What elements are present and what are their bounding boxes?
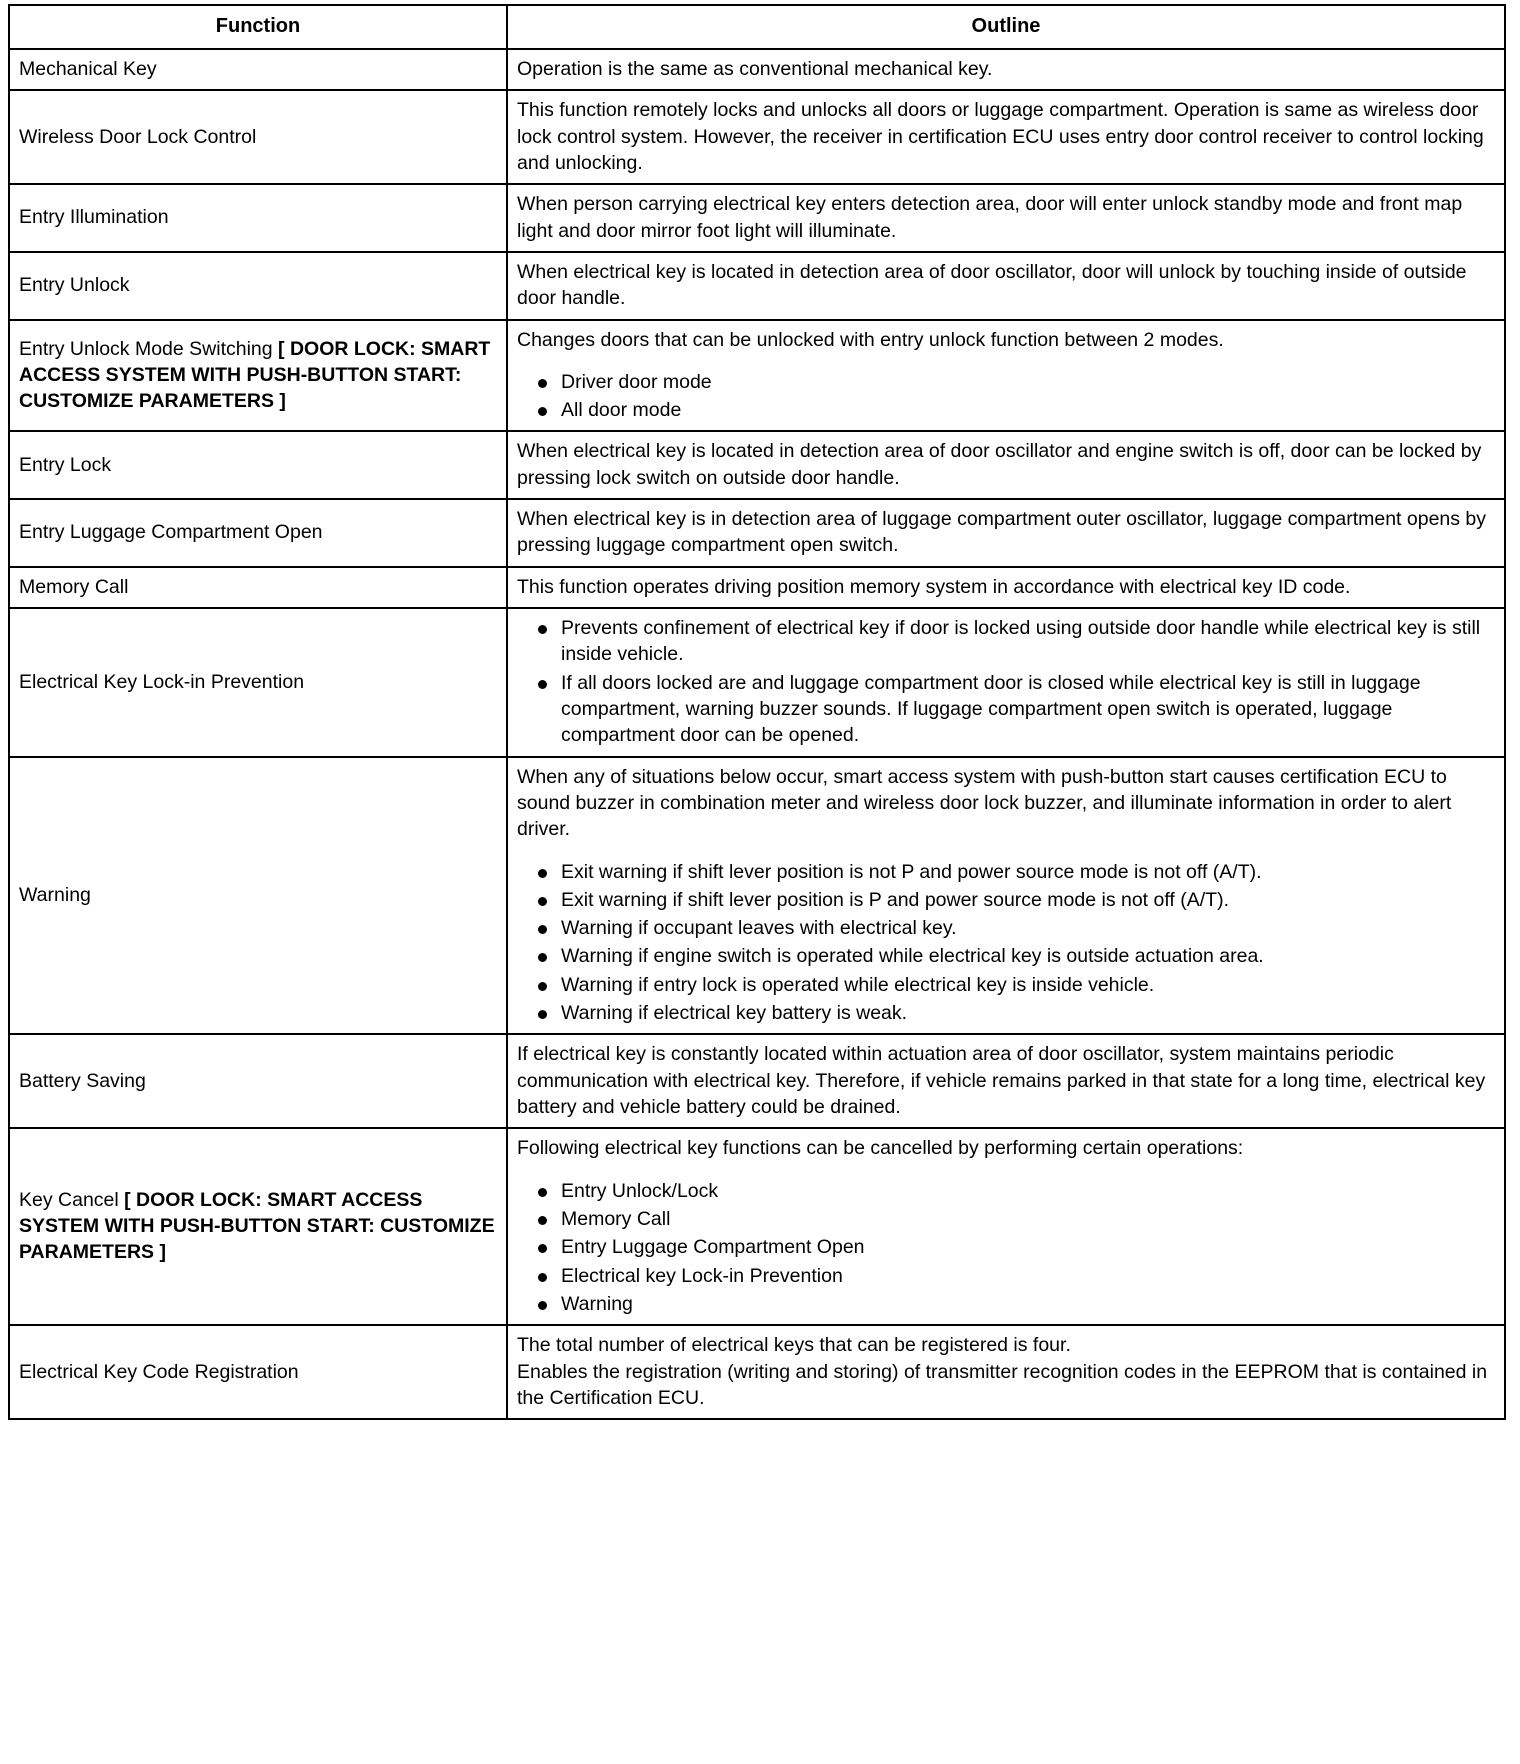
outline-cell [507,608,1505,757]
function-cell [9,1128,507,1325]
outline-cell [507,499,1505,567]
outline-cell [507,1034,1505,1128]
outline-bullet-item: Warning [517,1291,1495,1317]
outline-paragraph: When electrical key is in detection area of luggage compartment outer oscillator, luggage compartment opens by pressing luggage compartment open switch. [517,508,1487,557]
function-cell [9,1325,507,1419]
function-cell [9,431,507,499]
function-label: Memory Call [19,575,129,598]
table-row [9,499,1505,567]
table-row [9,567,1505,608]
outline-cell [507,757,1505,1035]
table-row [9,431,1505,499]
outline-paragraph: If electrical key is constantly located within actuation area of door oscillator, system maintains periodic communication with electrical key. Therefore, if vehicle remains parked in that state for a long time, electrical key battery and vehicle battery could be drained. [517,1043,1486,1118]
outline-paragraph: This function operates driving position memory system in accordance with electrical key ID code. [517,575,1351,598]
outline-bullet-item: Warning if electrical key battery is weak. [517,1000,1495,1026]
outline-bullet-item: Warning if engine switch is operated while electrical key is outside actuation area. [517,943,1495,969]
table-header [9,5,1505,49]
outline-cell [507,320,1505,432]
function-label: Electrical Key Code Registration [19,1360,299,1383]
outline-paragraph: Following electrical key functions can be cancelled by performing certain operations: [517,1137,1244,1160]
table-row [9,252,1505,320]
function-label: Entry Unlock [19,274,130,297]
outline-bullet-list [517,369,1495,424]
outline-paragraph: Operation is the same as conventional mechanical key. [517,58,993,80]
outline-bullet-item: Electrical key Lock-in Prevention [517,1263,1495,1289]
outline-cell [507,567,1505,608]
table-row [9,608,1505,757]
function-reference-label: [ DOOR LOCK: SMART ACCESS SYSTEM WITH PUSH-BUTTON START: CUSTOMIZE PARAMETERS ] [19,1188,495,1264]
outline-cell [507,90,1505,184]
outline-bullet-item: Entry Luggage Compartment Open [517,1234,1495,1260]
function-label: Mechanical Key [19,58,157,80]
outline-bullet-item: Warning if entry lock is operated while electrical key is inside vehicle. [517,972,1495,998]
function-label: Key Cancel [19,1188,125,1211]
outline-cell [507,184,1505,252]
function-cell [9,184,507,252]
outline-cell [507,252,1505,320]
function-outline-table [8,4,1506,1420]
function-cell [9,320,507,432]
outline-bullet-list [517,859,1495,1027]
table-header-row [9,5,1505,49]
function-label: Warning [19,883,91,906]
column-header-outline: Outline [507,5,1505,49]
table-row [9,320,1505,432]
outline-paragraph: When electrical key is located in detection area of door oscillator, door will unlock by touching inside of outside door handle. [517,260,1467,310]
table-row [9,90,1505,184]
outline-bullet-item: Prevents confinement of electrical key if door is locked using outside door handle while electrical key is still inside vehicle. [517,615,1495,668]
outline-bullet-item: Memory Call [517,1206,1495,1232]
function-label: Electrical Key Lock-in Prevention [19,670,305,693]
outline-bullet-item: Driver door mode [517,369,1495,395]
outline-bullet-item: If all doors locked are and luggage compartment door is closed while electrical key is still in luggage compartment, warning buzzer sounds. If luggage compartment open switch is operated, luggage compartment door can be opened. [517,670,1495,749]
outline-bullet-item: Entry Unlock/Lock [517,1178,1495,1204]
outline-bullet-item: Exit warning if shift lever position is not P and power source mode is not off (A/T). [517,859,1495,885]
outline-paragraph: The total number of electrical keys that can be registered is four. [517,1334,1071,1357]
function-cell [9,499,507,567]
outline-paragraph: Changes doors that can be unlocked with entry unlock function between 2 modes. [517,328,1224,351]
function-cell [9,757,507,1035]
function-cell [9,1034,507,1128]
function-label: Wireless Door Lock Control [19,125,257,148]
outline-bullet-item: Exit warning if shift lever position is P and power source mode is not off (A/T). [517,887,1495,913]
outline-cell [507,431,1505,499]
table-row [9,49,1505,90]
table-row [9,184,1505,252]
function-cell [9,90,507,184]
function-cell [9,252,507,320]
function-reference-label: [ DOOR LOCK: SMART ACCESS SYSTEM WITH PUSH-BUTTON START: CUSTOMIZE PARAMETERS ] [19,337,491,413]
outline-cell [507,49,1505,90]
function-label: Entry Luggage Compartment Open [19,521,323,544]
table-row [9,1325,1505,1419]
outline-cell [507,1325,1505,1419]
table-row [9,1034,1505,1128]
outline-paragraph: When person carrying electrical key enters detection area, door will enter unlock standby mode and front map light and door mirror foot light will illuminate. [517,193,1463,242]
table-row [9,757,1505,1035]
function-label: Battery Saving [19,1069,146,1092]
outline-paragraph: When electrical key is located in detection area of door oscillator and engine switch is off, door can be locked by pressing lock switch on outside door handle. [517,440,1482,489]
outline-bullet-item: Warning if occupant leaves with electrical key. [517,915,1495,941]
outline-bullet-list [517,615,1495,749]
outline-paragraph: When any of situations below occur, smart access system with push-button start causes certification ECU to sound buzzer in combination meter and wireless door lock buzzer, and illuminate information in order to alert driver. [517,765,1452,841]
column-header-function: Function [9,5,507,49]
outline-bullet-item: All door mode [517,397,1495,423]
table-body [9,49,1505,1419]
function-cell [9,49,507,90]
function-label: Entry Unlock Mode Switching [19,337,279,360]
function-label: Entry Lock [19,453,112,476]
function-label: Entry Illumination [19,206,169,229]
function-cell [9,608,507,757]
outline-cell [507,1128,1505,1325]
outline-bullet-list [517,1178,1495,1318]
table-row [9,1128,1505,1325]
outline-paragraph: Enables the registration (writing and storing) of transmitter recognition codes in the EEPROM that is contained in the Certification ECU. [517,1360,1488,1409]
function-cell [9,567,507,608]
outline-paragraph: This function remotely locks and unlocks all doors or luggage compartment. Operation is same as wireless door lock control system. However, the receiver in certification ECU uses entry door control receiver to control locking and unlocking. [517,99,1484,174]
